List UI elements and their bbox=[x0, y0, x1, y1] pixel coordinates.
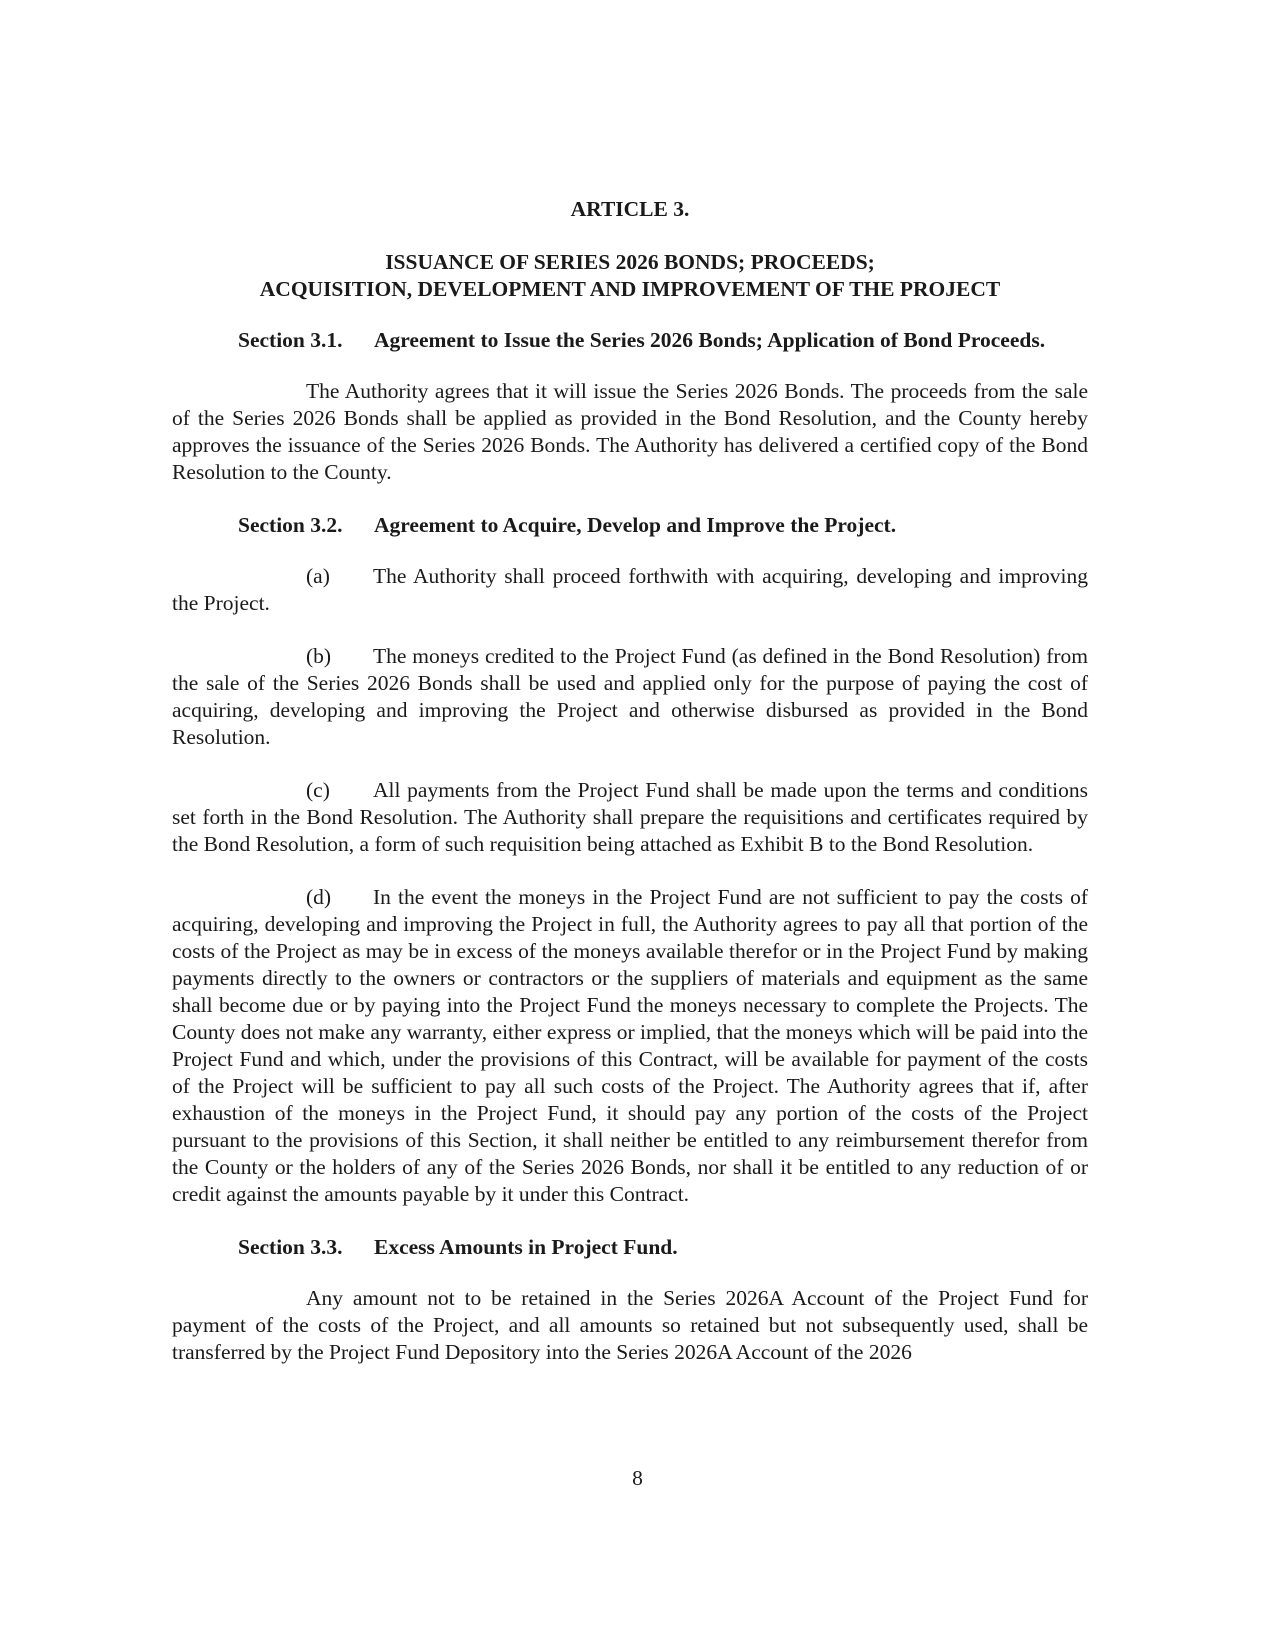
item-b-text: The moneys credited to the Project Fund (as defined in the Bond Resolution) from the sale of the Series 2026 Bonds shall be used and applied only for the purpose of paying the cost of acquiring, developing and improving the Project and otherwise disbursed as provided in the Bond Resolution. bbox=[172, 644, 1088, 749]
article-subtitle-line1: ISSUANCE OF SERIES 2026 BONDS; PROCEEDS; bbox=[385, 250, 875, 274]
page-number: 8 bbox=[632, 1466, 643, 1490]
item-a-text: The Authority shall proceed forthwith with acquiring, developing and improving the Project. bbox=[172, 564, 1088, 615]
section-3-2-d-paragraph bbox=[172, 884, 1088, 1208]
article-subtitle bbox=[172, 249, 1088, 303]
section-3-2-c-paragraph bbox=[172, 777, 1088, 858]
item-d-label: (d) bbox=[306, 885, 332, 909]
section-3-1-heading bbox=[172, 327, 1088, 354]
section-3-3-paragraph: Any amount not to be retained in the Series 2026A Account of the Project Fund for payment of the costs of the Project, and all amounts so retained but not subsequently used, shall be transferred by the Project Fund Depository into the Series 2026A Account of the 2026 bbox=[172, 1286, 1088, 1364]
item-d-text: In the event the moneys in the Project Fund are not sufficient to pay the costs of acquiring, developing and improving the Project in full, the Authority agrees to pay all that portion of the costs of the Project as may be in excess of the moneys available therefor or in the Project Fund by making payments directly to the owners or contractors or the suppliers of materials and equipment as the same shall become due or by paying into the Project Fund the moneys necessary to complete the Projects. The County does not make any warranty, either express or implied, that the moneys which will be paid into the Project Fund and which, under the provisions of this Contract, will be available for payment of the costs of the Project will be sufficient to pay all such costs of the Project. The Authority agrees that if, after exhaustion of the moneys in the Project Fund, it should pay any portion of the costs of the Project pursuant to the provisions of this Section, it shall neither be entitled to any reimbursement therefor from the County or the holders of any of the Series 2026 Bonds, nor shall it be entitled to any reduction of or credit against the amounts payable by it under this Contract. bbox=[172, 885, 1088, 1206]
item-a-label: (a) bbox=[306, 564, 330, 588]
section-3-3-number: Section 3.3. bbox=[238, 1235, 343, 1259]
section-3-2-heading bbox=[172, 512, 1088, 539]
section-3-1-paragraph: The Authority agrees that it will issue the Series 2026 Bonds. The proceeds from the sale of the Series 2026 Bonds shall be applied as provided in the Bond Resolution, and the County hereby approves the issuance of the Series 2026 Bonds. The Authority has delivered a certified copy of the Bond Resolution to the County. bbox=[172, 379, 1088, 484]
article-title: ARTICLE 3. bbox=[570, 197, 690, 221]
section-3-2-a-paragraph bbox=[172, 563, 1088, 617]
item-c-text: All payments from the Project Fund shall be made upon the terms and conditions set forth in the Bond Resolution. The Authority shall prepare the requisitions and certificates required by the Bond Resolution, a form of such requisition being attached as Exhibit B to the Bond Resolution. bbox=[172, 778, 1088, 856]
item-c-label: (c) bbox=[306, 778, 330, 802]
section-3-3-title: Excess Amounts in Project Fund. bbox=[374, 1235, 678, 1259]
section-3-1-number: Section 3.1. bbox=[238, 328, 343, 352]
section-3-2-title: Agreement to Acquire, Develop and Improve the Project. bbox=[374, 513, 897, 537]
section-3-2-b-paragraph bbox=[172, 643, 1088, 751]
section-3-1-title: Agreement to Issue the Series 2026 Bonds; Application of Bond Proceeds. bbox=[374, 328, 1046, 352]
document-page bbox=[172, 196, 1088, 1366]
section-3-2-number: Section 3.2. bbox=[238, 513, 343, 537]
article-subtitle-line2: ACQUISITION, DEVELOPMENT AND IMPROVEMENT OF THE PROJECT bbox=[259, 277, 1001, 301]
item-b-label: (b) bbox=[306, 644, 332, 668]
section-3-3-heading bbox=[172, 1234, 1088, 1261]
